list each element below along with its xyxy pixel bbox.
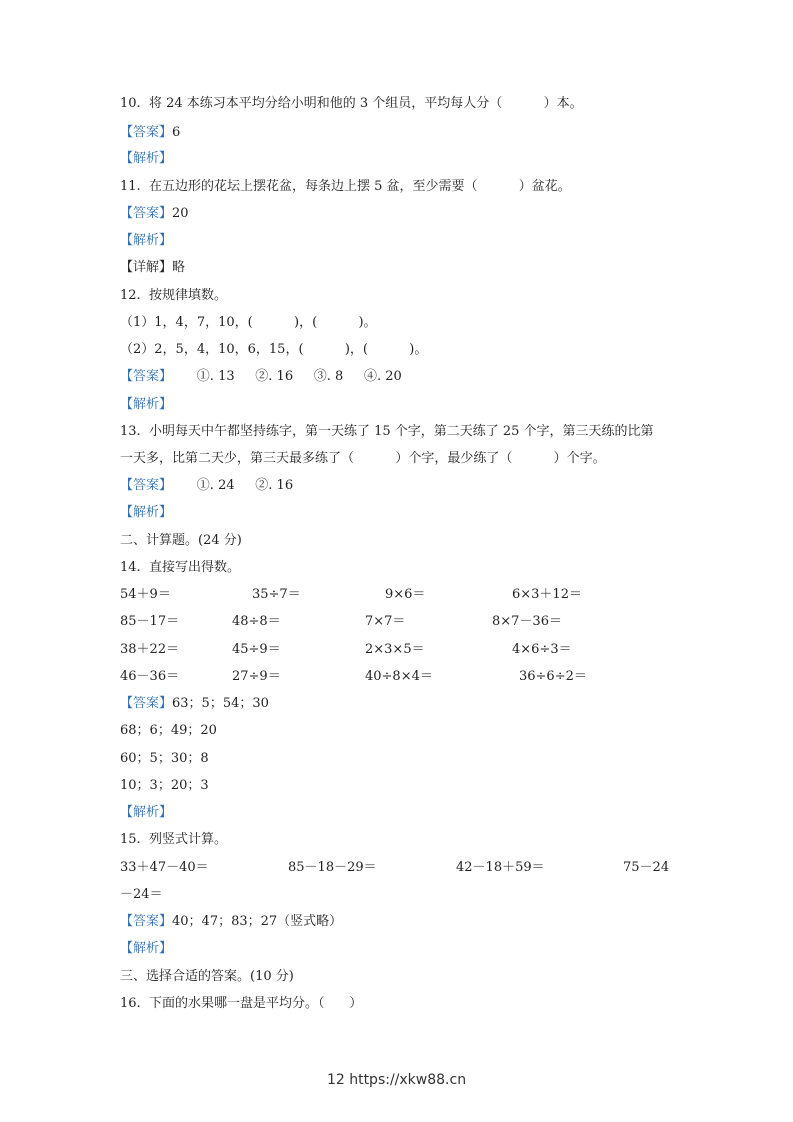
calc-item: 85－17＝ — [120, 614, 180, 629]
answer-tag: 【答案】 — [120, 914, 173, 929]
q10-answer-line — [120, 125, 180, 141]
q14-answer-3: 60；5；30；8 — [120, 751, 209, 766]
detail-tag: 【详解】 — [120, 260, 173, 275]
q15-analysis-tag: 【解析】 — [120, 941, 173, 956]
q14-answer-2: 68；6；49；20 — [120, 723, 217, 738]
q10-answer: 6 — [172, 125, 181, 140]
q14-answer-1: 63；5；54；30 — [172, 696, 269, 711]
q11-answer: 20 — [172, 206, 189, 221]
vertical-calc-wrap: －24＝ — [120, 887, 163, 902]
answer-tag: 【答案】 — [120, 206, 173, 221]
section-2-heading: 二、计算题。(24 分) — [120, 533, 242, 548]
q13-answer: ①. 24 ②. 16 — [172, 478, 294, 493]
calc-item: 2×3×5＝ — [365, 642, 425, 657]
answer-tag: 【答案】 — [120, 125, 173, 140]
page-footer: 12 https://xkw88.cn — [326, 1072, 467, 1088]
q10-analysis-tag: 【解析】 — [120, 151, 173, 166]
calc-item: 8×7－36＝ — [492, 614, 562, 629]
q11-detail: 略 — [172, 260, 186, 275]
q13-line1: 13. 小明每天中午都坚持练字，第一天练了 15 个字，第二天练了 25 个字，第三天练的比第 — [120, 424, 654, 439]
q11-text: 11. 在五边形的花坛上摆花盆，每条边上摆 5 盆，至少需要（ ）盆花。 — [120, 179, 571, 194]
q15-text: 15. 列竖式计算。 — [120, 832, 227, 847]
calc-item: 46－36＝ — [120, 669, 180, 684]
q12-analysis-tag: 【解析】 — [120, 397, 173, 412]
q14-analysis-tag: 【解析】 — [120, 805, 173, 820]
calc-item: 45÷9＝ — [232, 642, 281, 657]
calc-item: 38＋22＝ — [120, 642, 180, 657]
vertical-calc-item: 75－24 — [623, 860, 670, 875]
answer-tag: 【答案】 — [120, 478, 173, 493]
q14-text: 14. 直接写出得数。 — [120, 560, 240, 575]
q13-answer-line — [120, 478, 293, 494]
q12-line2: （2）2，5，4，10，6，15，( )，( )。 — [120, 342, 428, 357]
calc-item: 6×3＋12＝ — [512, 587, 582, 602]
vertical-calc-item: 42－18＋59＝ — [456, 860, 545, 875]
q13-analysis-tag: 【解析】 — [120, 505, 173, 520]
calc-item: 40÷8×4＝ — [365, 669, 433, 684]
q12-answer-line — [120, 369, 402, 385]
calc-item: 27÷9＝ — [232, 669, 281, 684]
q12-answer: ①. 13 ②. 16 ③. 8 ④. 20 — [172, 369, 402, 384]
q14-answer-4: 10；3；20；3 — [120, 778, 209, 793]
calc-item: 48÷8＝ — [232, 614, 281, 629]
calc-item: 7×7＝ — [365, 614, 406, 629]
calc-item: 9×6＝ — [385, 587, 426, 602]
q12-text: 12. 按规律填数。 — [120, 288, 227, 303]
q13-line2: 一天多，比第二天少，第三天最多练了（ ）个字，最少练了（ ）个字。 — [120, 451, 606, 466]
answer-tag: 【答案】 — [120, 369, 173, 384]
calc-item: 36÷6÷2＝ — [519, 669, 587, 684]
q14-answer-line — [120, 696, 269, 712]
q15-answer: 40；47；83；27（竖式略） — [172, 914, 343, 929]
section-3-heading: 三、选择合适的答案。(10 分) — [120, 969, 294, 984]
q12-line1: （1）1，4，7，10，( )，( )。 — [120, 315, 377, 330]
q10-text: 10. 将 24 本练习本平均分给小明和他的 3 个组员，平均每人分（ ）本。 — [120, 96, 583, 111]
vertical-calc-item: 33＋47－40＝ — [120, 860, 209, 875]
calc-item: 35÷7＝ — [252, 587, 301, 602]
q11-analysis-tag: 【解析】 — [120, 233, 173, 248]
q15-answer-line — [120, 914, 342, 930]
vertical-calc-item: 85－18－29＝ — [288, 860, 377, 875]
q11-answer-line — [120, 206, 189, 222]
q11-detail-line — [120, 260, 185, 276]
calc-item: 4×6÷3＝ — [512, 642, 572, 657]
calc-item: 54＋9＝ — [120, 587, 171, 602]
q16-text: 16. 下面的水果哪一盘是平均分。（ ） — [120, 996, 363, 1011]
answer-tag: 【答案】 — [120, 696, 173, 711]
